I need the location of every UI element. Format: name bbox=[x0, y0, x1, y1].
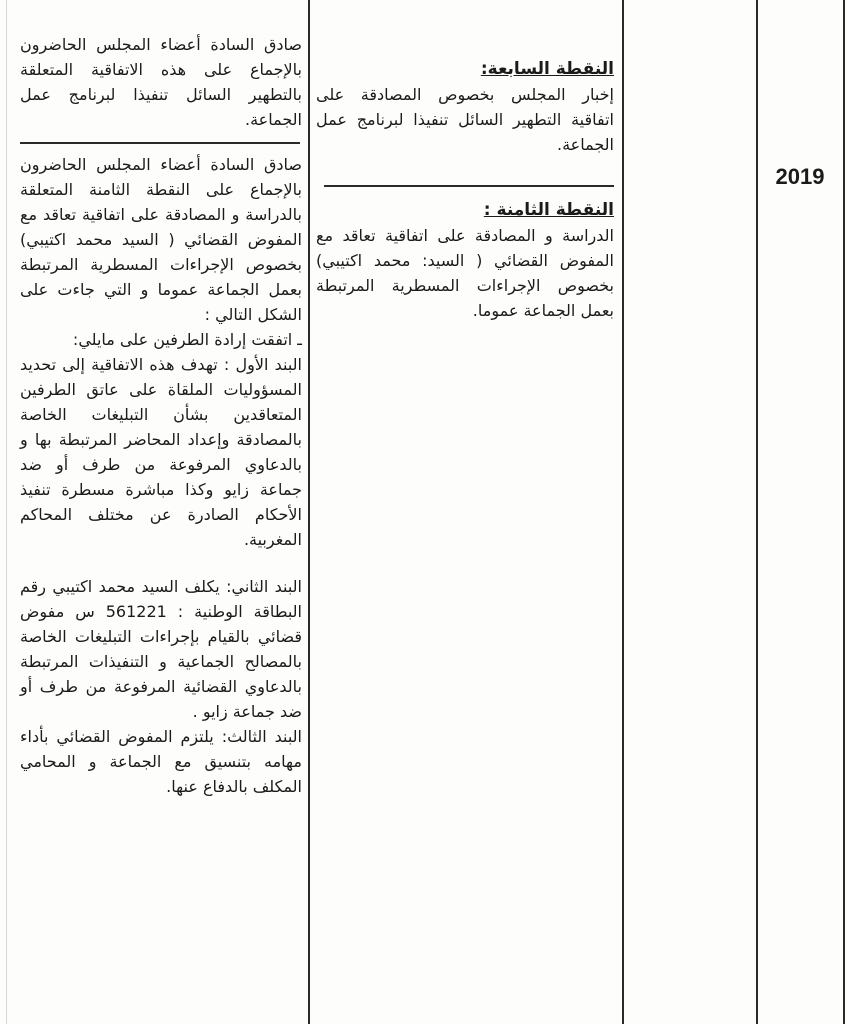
table-border-left bbox=[6, 0, 7, 1024]
point-7-text: إخبار المجلس بخصوص المصادقة على اتفاقية التطهير السائل تنفيذا لبرنامج عمل الجماعة. bbox=[316, 85, 614, 154]
table-divider-empty-column bbox=[622, 0, 624, 1024]
clause-1: البند الأول : تهدف هذه الاتفاقية إلى تحديد المسؤوليات الملقاة على عاتق الطرفين المتعاقدين بشأن التبليغات الخاصة بالمصادقة وإعداد المحاضر المرتبطة بها و بالدعاوي المرفوعة من طرف أو ضد جماعة زايو وكذا مباشرة مسطرة تنفيذ الأحكام الصادرة عن مختلف المحاكم المغربية. bbox=[20, 355, 302, 549]
agreement-line: ـ اتفقت إرادة الطرفين على مايلي: bbox=[72, 330, 302, 349]
table-divider-agenda bbox=[308, 0, 310, 1024]
blank-line bbox=[20, 552, 302, 574]
year-cell: 2019 bbox=[775, 164, 825, 189]
decision-separator bbox=[20, 142, 300, 144]
agenda-separator bbox=[324, 185, 614, 187]
decision-7-text: صادق السادة أعضاء المجلس الحاضرون بالإجماع على هذه الاتفاقية المتعلقة بالتطهير السائل تنفيذا لبرنامج عمل الجماعة. bbox=[20, 35, 302, 129]
clause-3: البند الثالث: يلتزم المفوض القضائي بأداء مهامه بتنسيق مع الجماعة و المحامي المكلف بالدفاع عنها. bbox=[20, 727, 302, 796]
decision-column bbox=[20, 32, 302, 799]
table-divider-year bbox=[756, 0, 758, 1024]
decision-8-intro: صادق السادة أعضاء المجلس الحاضرون بالإجماع على النقطة الثامنة المتعلقة بالدراسة و المصادقة على اتفاقية تعاقد مع المفوض القضائي ( السيد محمد اكتيبي) بخصوص الإجراءات المسطرية المرتبطة بعمل الجماعة عموما و التي جاءت على الشكل التالي : bbox=[20, 155, 302, 324]
point-7-title: النقطة السابعة: bbox=[480, 59, 614, 79]
point-8-title: النقطة الثامنة : bbox=[483, 200, 614, 220]
clause-2: البند الثاني: يكلف السيد محمد اكتيبي رقم البطاقة الوطنية : 561221 س مفوض قضائي بالقيام بإجراءات التبليغات الخاصة بالمصالح الجماعية و التنفيذات المرتبطة بالدعاوي القضائية المرفوعة من طرف أو ضد جماعة زايو . bbox=[20, 577, 303, 721]
point-8-text: الدراسة و المصادقة على اتفاقية تعاقد مع المفوض القضائي ( السيد: محمد اكتيبي) بخصوص الإجراءات المسطرية المرتبطة بعمل الجماعة عموما. bbox=[316, 226, 614, 320]
agenda-column bbox=[316, 56, 614, 323]
